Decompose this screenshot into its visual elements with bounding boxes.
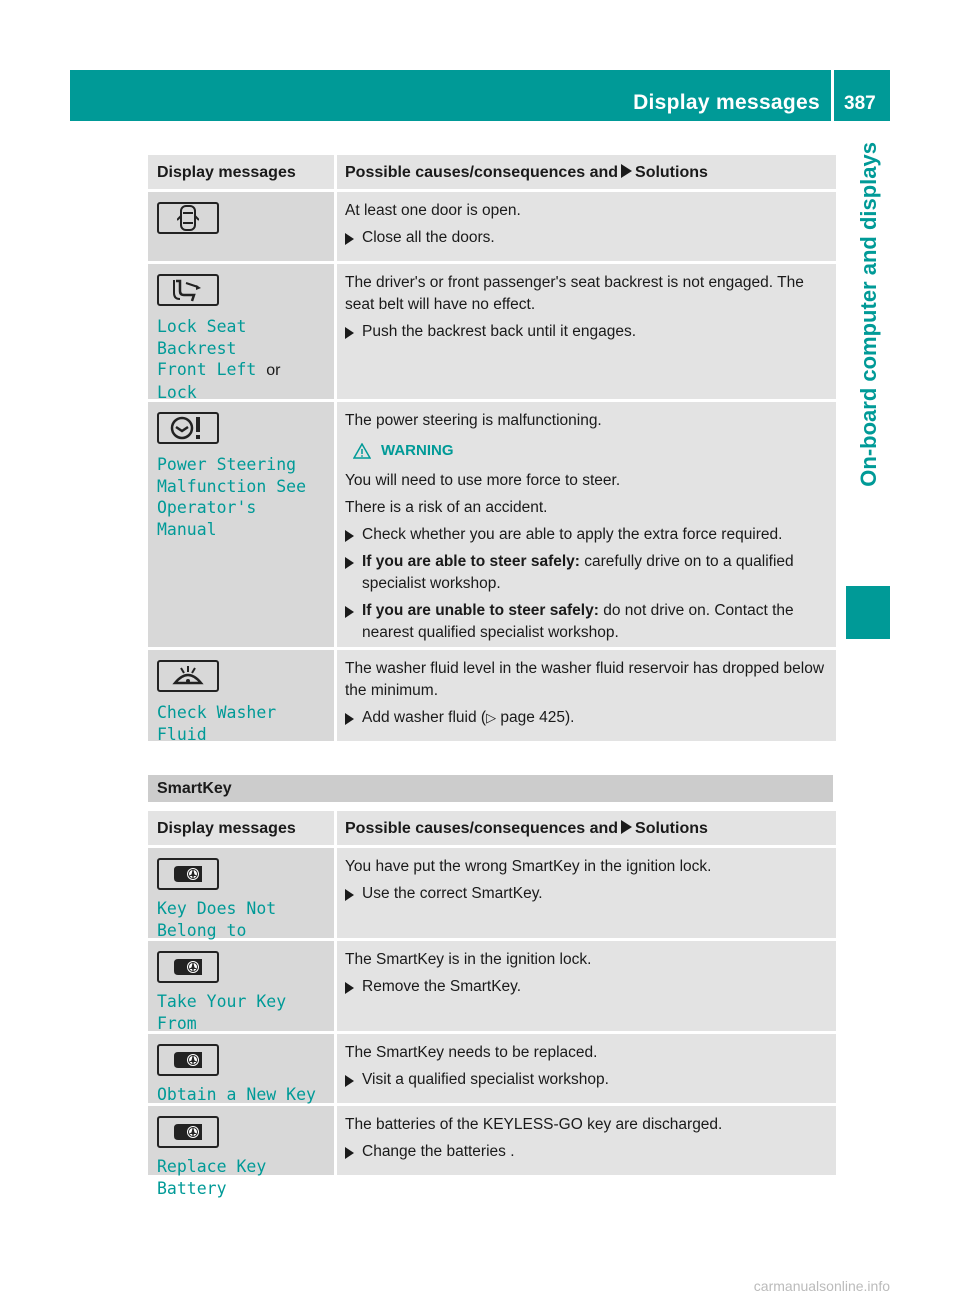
table-row: [148, 192, 833, 261]
message-line: Operator's Manual: [157, 498, 257, 539]
solution-step-text: Use the correct SmartKey.: [362, 885, 543, 902]
solution-step-text: Close all the doors.: [362, 229, 495, 246]
table-row: [148, 848, 833, 938]
cause-text: The SmartKey needs to be replaced.: [345, 1044, 598, 1061]
cause-text: The batteries of the KEYLESS-GO key are discharged.: [345, 1116, 723, 1133]
solution-cell: [337, 264, 836, 399]
cause-text: The power steering is malfunctioning.: [345, 412, 602, 429]
message-line-part: Lock: [157, 382, 197, 402]
arrow-right-icon: [345, 1147, 354, 1159]
message-line: Belong to: [157, 920, 247, 940]
solution-cell: [337, 1106, 836, 1175]
solution-cell: [337, 941, 836, 1031]
column-header-messages: Display messages: [148, 155, 334, 189]
message-cell: [148, 402, 334, 647]
smartkey-icon: [157, 951, 219, 983]
display-messages-table: [148, 155, 833, 744]
page-number: 387: [844, 93, 876, 114]
message-line: Take Your Key From: [157, 992, 287, 1033]
cause-text: You have put the wrong SmartKey in the ignition lock.: [345, 858, 712, 875]
message-cell: [148, 848, 334, 938]
solution-cell: [337, 1034, 836, 1103]
message-cell: [148, 1106, 334, 1198]
display-message: [157, 454, 325, 540]
smartkey-icon: [157, 1116, 219, 1148]
arrow-right-icon: [345, 889, 354, 901]
column-header-solutions-text: Solutions: [635, 820, 708, 837]
smartkey-icon: [157, 858, 219, 890]
steering-wheel-warning-icon: [157, 412, 219, 444]
table-row: [148, 402, 833, 647]
solution-cell: [337, 192, 836, 261]
page-header: [70, 70, 890, 121]
warning-triangle-icon: [353, 443, 371, 459]
message-cell: [148, 650, 334, 744]
washer-fluid-icon: [157, 660, 219, 692]
message-line: Malfunction See: [157, 476, 307, 496]
table-row: [148, 941, 833, 1031]
solution-step: [345, 1141, 828, 1163]
arrow-right-icon: [345, 557, 354, 569]
solution-step-text: carefully drive on to a qualified specialist workshop.: [362, 553, 794, 592]
message-line: Replace Key Battery: [157, 1157, 267, 1198]
seat-backrest-icon: [157, 274, 219, 306]
cause-text: The driver's or front passenger's seat backrest is not engaged. The seat belt will have no effect.: [345, 274, 804, 313]
message-line: Power Steering: [157, 455, 297, 474]
display-message: [157, 702, 325, 745]
column-header-causes-text: Possible causes/consequences and: [345, 820, 619, 837]
solution-step: [345, 976, 828, 998]
message-line: Obtain a New Key: [157, 1085, 316, 1104]
solution-step-text: Remove the SmartKey.: [362, 978, 522, 995]
cause-text: The SmartKey is in the ignition lock.: [345, 951, 592, 968]
message-line: Lock Seat Backrest: [157, 317, 247, 358]
table-row: [148, 1034, 833, 1103]
solution-step: [345, 600, 828, 644]
arrow-right-icon: [345, 713, 354, 725]
section-title: SmartKey: [157, 780, 232, 797]
solution-step-bold: If you are unable to steer safely:: [362, 602, 599, 619]
cause-text: There is a risk of an accident.: [345, 499, 548, 516]
watermark: carmanualsonline.info: [753, 1278, 890, 1294]
table-header-row: [148, 155, 833, 189]
solution-step-text: Change the batteries .: [362, 1143, 515, 1160]
message-line-part: Front Left: [157, 360, 257, 379]
page-pointer-icon: ▷: [486, 710, 497, 725]
arrow-right-icon: [345, 982, 354, 994]
message-cell: [148, 192, 334, 261]
display-message: [157, 1084, 325, 1106]
message-line: Key Does Not: [157, 899, 277, 918]
table-header-row: [148, 811, 833, 845]
column-header-messages: Display messages: [148, 811, 334, 845]
table-row: [148, 264, 833, 402]
solution-step-text: Add washer fluid (: [362, 709, 487, 726]
message-line: [157, 359, 325, 403]
message-or: or: [266, 362, 281, 379]
table-row: [148, 650, 833, 744]
arrow-right-icon: [345, 233, 354, 245]
smartkey-icon: [157, 1044, 219, 1076]
solution-step: [345, 227, 828, 249]
arrow-right-icon: [621, 164, 632, 178]
cause-text: You will need to use more force to steer.: [345, 472, 621, 489]
warning-text: WARNING: [381, 442, 454, 459]
column-header-causes: [337, 155, 836, 189]
side-tab: [846, 140, 890, 582]
side-tab-block: [846, 586, 890, 639]
solution-step: [345, 551, 828, 595]
solution-step-bold: If you are able to steer safely:: [362, 553, 580, 570]
solution-step: [345, 321, 828, 343]
solution-step-text: Push the backrest back until it engages.: [362, 323, 636, 340]
warning-label: [353, 440, 828, 462]
column-header-solutions-text: Solutions: [635, 164, 708, 181]
solution-cell: [337, 650, 836, 741]
arrow-right-icon: [345, 606, 354, 618]
cause-text: The washer fluid level in the washer fluid reservoir has dropped below the minimum.: [345, 660, 825, 699]
arrow-right-icon: [345, 530, 354, 542]
message-cell: [148, 264, 334, 402]
solution-cell: [337, 848, 836, 938]
solution-step-text: Visit a qualified specialist workshop.: [362, 1071, 609, 1088]
message-cell: [148, 941, 334, 1031]
smartkey-messages-table: [148, 811, 833, 1198]
section-heading-bar: [148, 775, 833, 802]
cause-text: At least one door is open.: [345, 202, 521, 219]
arrow-right-icon: [621, 820, 632, 834]
message-line: Check Washer Fluid: [157, 703, 277, 744]
column-header-causes: [337, 811, 836, 845]
arrow-right-icon: [345, 327, 354, 339]
table-row: [148, 1106, 833, 1198]
solution-step-text: Check whether you are able to apply the extra force required.: [362, 526, 783, 543]
solution-step: [345, 883, 828, 905]
page-reference[interactable]: page 425).: [496, 709, 575, 726]
solution-step-text: do not drive on. Contact the nearest qualified specialist workshop.: [362, 602, 794, 641]
solution-step: [345, 707, 828, 729]
car-door-open-icon: [157, 202, 219, 234]
display-message: [157, 1156, 325, 1199]
arrow-right-icon: [345, 1075, 354, 1087]
page-title: Display messages: [633, 91, 820, 114]
message-cell: [148, 1034, 334, 1103]
solution-cell: [337, 402, 836, 647]
column-header-causes-text: Possible causes/consequences and: [345, 164, 619, 181]
solution-step: [345, 524, 828, 546]
side-tab-label: On-board computer and displays: [856, 142, 881, 487]
header-divider: [831, 70, 834, 121]
solution-step: [345, 1069, 828, 1091]
